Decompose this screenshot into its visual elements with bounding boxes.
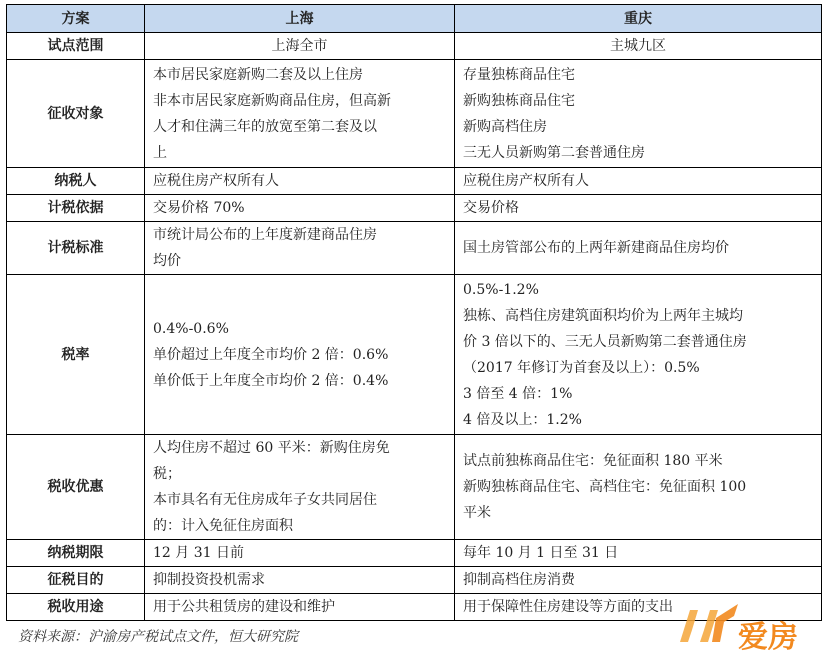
row-label: 纳税人	[7, 168, 145, 195]
table-row	[7, 567, 822, 594]
table-header-row	[7, 5, 822, 33]
cell-chongqing	[455, 33, 822, 60]
row-label: 纳税期限	[7, 540, 145, 567]
cell-line: 抑制高档住房消费	[463, 572, 575, 588]
cell-line: 试点前独栋商品住宅：免征面积 180 平米	[463, 453, 723, 469]
cell-line: 12 月 31 日前	[153, 545, 244, 561]
cell-line: 主城九区	[610, 38, 666, 54]
row-label: 征收对象	[7, 60, 145, 168]
cell-shanghai	[145, 222, 455, 275]
cell-line: 独栋、高档住房建筑面积均价为上两年主城均	[463, 307, 743, 324]
row-label: 税收用途	[7, 594, 145, 621]
cell-line: 人才和住满三年的放宽至第二套及以	[153, 118, 377, 135]
property-tax-comparison-table	[6, 4, 822, 621]
cell-line: 本市具名有无住房成年子女共同居住	[153, 492, 377, 508]
cell-line: 均价	[153, 253, 181, 269]
header-chongqing: 重庆	[455, 5, 822, 33]
cell-chongqing	[455, 168, 822, 195]
header-shanghai: 上海	[145, 5, 455, 33]
watermark-logo	[676, 596, 826, 656]
cell-shanghai	[145, 33, 455, 60]
cell-shanghai	[145, 195, 455, 222]
cell-line: 新购独栋商品住宅	[463, 92, 575, 109]
table-row	[7, 540, 822, 567]
cell-shanghai	[145, 60, 455, 168]
cell-line: 新购独栋商品住宅、高档住宅：免征面积 100	[463, 479, 747, 495]
table-row	[7, 168, 822, 195]
cell-line: 单价超过上年度全市均价 2 倍：0.6%	[153, 346, 389, 363]
row-label: 税收优惠	[7, 435, 145, 540]
cell-chongqing	[455, 540, 822, 567]
cell-shanghai	[145, 275, 455, 435]
cell-shanghai	[145, 567, 455, 594]
cell-line: （2017 年修订为首套及以上）：0.5%	[463, 359, 700, 376]
cell-chongqing	[455, 195, 822, 222]
cell-line: 每年 10 月 1 日至 31 日	[463, 545, 619, 561]
table-row	[7, 33, 822, 60]
logo-mark-icon	[676, 596, 746, 656]
cell-line: 4 倍及以上：1.2%	[463, 411, 582, 428]
cell-chongqing	[455, 435, 822, 540]
table-row	[7, 275, 822, 435]
row-label: 征税目的	[7, 567, 145, 594]
cell-line: 交易价格 70%	[153, 200, 245, 216]
cell-line: 存量独栋商品住宅	[463, 66, 575, 83]
cell-shanghai	[145, 168, 455, 195]
cell-line: 上海全市	[271, 38, 328, 54]
table-row	[7, 222, 822, 275]
cell-line: 用于保障性住房建设等方面的支出	[463, 599, 673, 615]
cell-line: 平米	[463, 505, 491, 521]
row-label: 试点范围	[7, 33, 145, 60]
cell-line: 应税住房产权所有人	[153, 173, 279, 189]
cell-chongqing	[455, 222, 822, 275]
cell-line: 3 倍至 4 倍：1%	[463, 385, 573, 402]
header-scheme: 方案	[7, 5, 145, 33]
table-row	[7, 60, 822, 168]
source-note: 资料来源：沪渝房产税试点文件，恒大研究院	[18, 629, 298, 645]
row-label: 税率	[7, 275, 145, 435]
cell-line: 人均住房不超过 60 平米：新购住房免	[153, 440, 390, 456]
table-row	[7, 195, 822, 222]
cell-shanghai	[145, 435, 455, 540]
cell-chongqing	[455, 275, 822, 435]
cell-line: 0.4%-0.6%	[153, 320, 229, 337]
cell-shanghai	[145, 540, 455, 567]
cell-line: 用于公共租赁房的建设和维护	[153, 599, 335, 615]
cell-line: 上	[153, 144, 167, 161]
cell-line: 单价低于上年度全市均价 2 倍：0.4%	[153, 372, 389, 389]
cell-line: 应税住房产权所有人	[463, 173, 589, 189]
cell-line: 本市居民家庭新购二套及以上住房	[153, 66, 363, 83]
cell-line: 价 3 倍以下的、三无人员新购第二套普通住房	[463, 333, 747, 350]
cell-line: 市统计局公布的上年度新建商品住房	[153, 227, 377, 243]
cell-line: 的：计入免征住房面积	[153, 518, 293, 534]
row-label: 计税依据	[7, 195, 145, 222]
cell-line: 国土房管部公布的上两年新建商品住房均价	[463, 240, 729, 256]
cell-shanghai	[145, 594, 455, 621]
cell-line: 抑制投资投机需求	[153, 572, 265, 588]
cell-line: 非本市居民家庭新购商品住房，但高新	[153, 92, 391, 109]
cell-line: 交易价格	[463, 200, 519, 216]
watermark-text: 爱房	[738, 620, 798, 655]
cell-line: 0.5%-1.2%	[463, 281, 539, 298]
cell-line: 三无人员新购第二套普通住房	[463, 144, 645, 161]
cell-line: 新购高档住房	[463, 118, 547, 135]
table-row	[7, 435, 822, 540]
row-label: 计税标准	[7, 222, 145, 275]
cell-line: 税；	[153, 466, 181, 482]
cell-chongqing	[455, 567, 822, 594]
cell-chongqing	[455, 60, 822, 168]
